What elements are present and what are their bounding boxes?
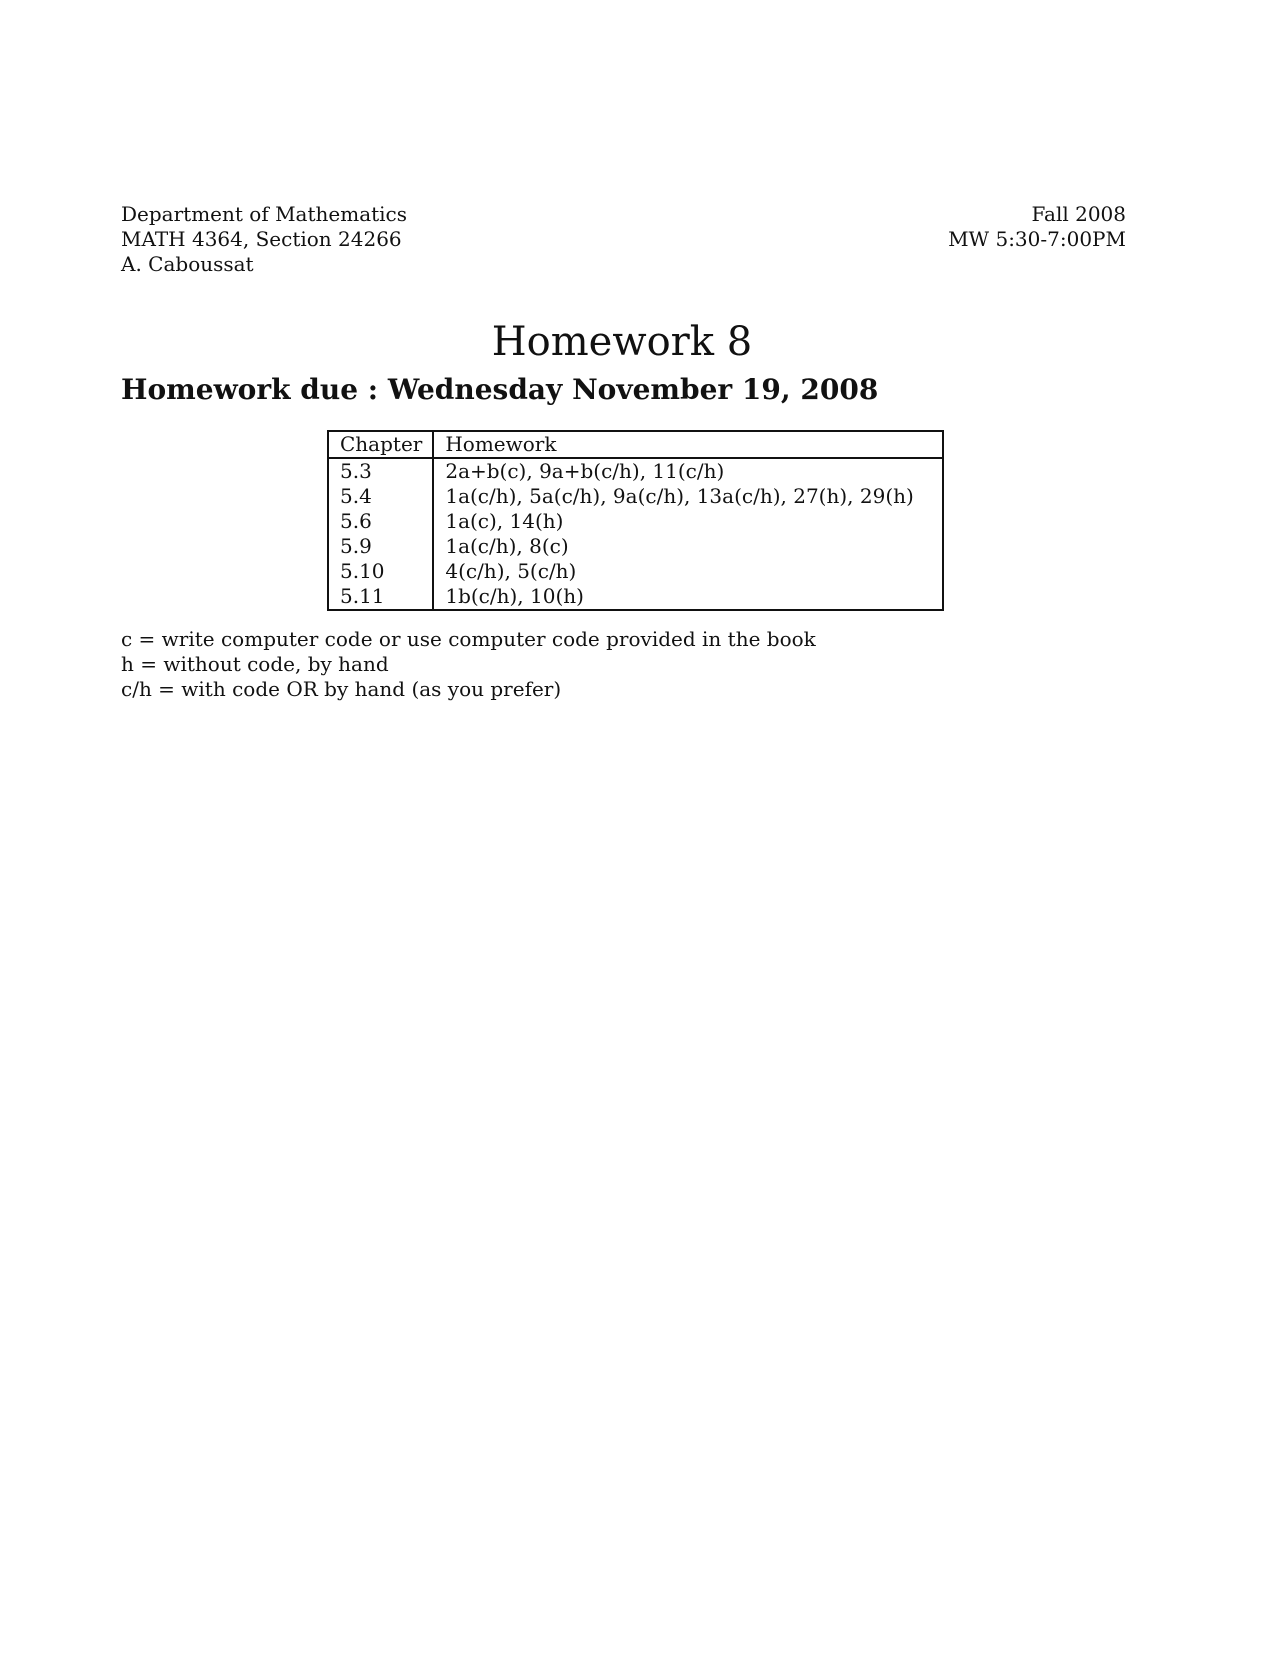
homework-table: [327, 430, 944, 611]
chapter-cell: 5.11: [328, 584, 433, 610]
instructor-name: A. Caboussat: [121, 252, 254, 276]
chapter-cell: 5.3: [328, 458, 433, 484]
due-date-heading: Homework due : Wednesday November 19, 2008: [121, 373, 879, 406]
homework-cell: 1a(c/h), 8(c): [445, 534, 569, 558]
homework-cell: 1a(c/h), 5a(c/h), 9a(c/h), 13a(c/h), 27(h), 29(h): [445, 484, 914, 508]
table-row: [328, 509, 943, 534]
homework-cell: 1b(c/h), 10(h): [445, 584, 584, 608]
page-title: Homework 8: [491, 318, 753, 365]
class-schedule: MW 5:30-7:00PM: [948, 227, 1126, 251]
legend-item-c-h: c/h = with code OR by hand (as you prefer): [121, 677, 562, 701]
table-row: [328, 458, 943, 484]
table-row: [328, 559, 943, 584]
homework-cell: 2a+b(c), 9a+b(c/h), 11(c/h): [445, 459, 725, 483]
chapter-cell: 5.9: [328, 534, 433, 559]
course-info-block: [121, 202, 407, 277]
chapter-cell: 5.4: [328, 484, 433, 509]
term: Fall 2008: [1031, 202, 1126, 226]
course-section: MATH 4364, Section 24266: [121, 227, 402, 251]
chapter-column-header: Chapter: [328, 431, 433, 458]
homework-cell: 1a(c), 14(h): [445, 509, 564, 533]
homework-column-header: Homework: [433, 431, 943, 458]
department-name: Department of Mathematics: [121, 202, 408, 226]
homework-cell: 4(c/h), 5(c/h): [445, 559, 577, 583]
table-row: [328, 484, 943, 509]
chapter-cell: 5.6: [328, 509, 433, 534]
chapter-cell: 5.10: [328, 559, 433, 584]
table-row: [328, 584, 943, 610]
table-header-row: [328, 431, 943, 458]
notation-legend: [121, 627, 816, 702]
table-row: [328, 534, 943, 559]
term-info-block: [948, 202, 1126, 252]
legend-item-c: c = write computer code or use computer code provided in the book: [121, 627, 816, 651]
legend-item-h: h = without code, by hand: [121, 652, 389, 676]
